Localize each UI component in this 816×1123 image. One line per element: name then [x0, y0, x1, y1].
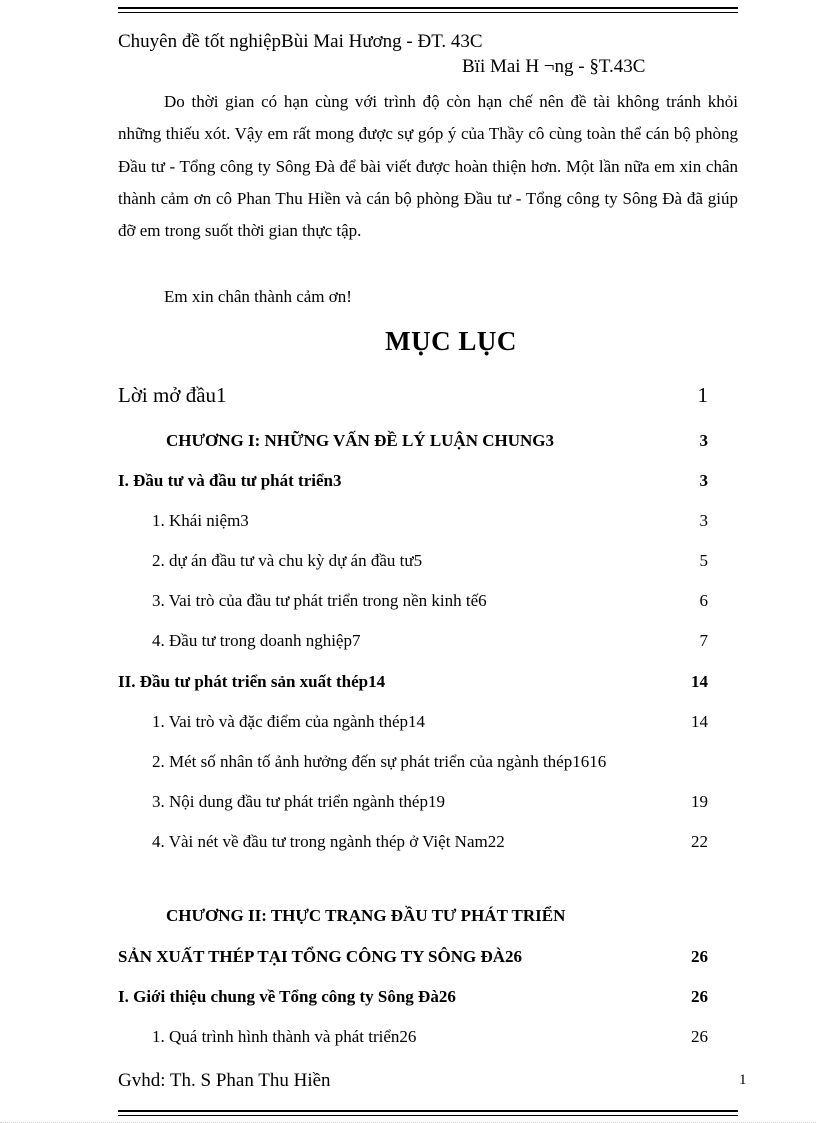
- intro-paragraph-text: Do thời gian có hạn cùng với trình độ còn hạn chế nên đề tài không tránh khỏi những thiếu xót. Vậy em rất mong được sự góp ý của Thầy cô cùng toàn thể cán bộ phòng Đầu tư - Tổng công ty Sông Đà để bài viết được hoàn thiện hơn. Một lần nữa em xin chân thành cảm ơn cô Phan Thu Hiền và cán bộ phòng Đầu tư - Tổng công ty Sông Đà đã giúp đỡ em trong suốt thời gian thực tập.: [118, 92, 738, 241]
- toc-entry-1-1[interactable]: [0, 511, 816, 535]
- toc-entry-text: 1. Vai trò và đặc điểm của ngành thép14: [152, 712, 426, 731]
- toc-entry-2-1[interactable]: [0, 712, 816, 736]
- bottom-rule-thin: [118, 1115, 738, 1116]
- toc-entry-page: 3: [699, 511, 708, 530]
- toc-entry-page: 22: [691, 832, 708, 851]
- toc-entry-page: 19: [691, 792, 708, 811]
- toc-entry-page: 3: [699, 431, 708, 450]
- top-rule: [118, 7, 738, 9]
- thanks-line: Em xin chân thành cảm ơn!: [164, 287, 352, 306]
- toc-entry-text: SẢN XUẤT THÉP TẠI TỔNG CÔNG TY SÔNG ĐÀ26: [118, 947, 522, 966]
- toc-entry-2-3[interactable]: [0, 792, 816, 816]
- toc-entry-chapter-2-line2[interactable]: [0, 947, 816, 971]
- toc-entry-text: 4. Đầu tư trong doanh nghiệp7: [152, 631, 361, 650]
- toc-entry-page: 26: [691, 987, 708, 1006]
- toc-entry-page: 3: [699, 471, 708, 490]
- toc-entry-page: 5: [699, 551, 708, 570]
- toc-entry-page: 26: [691, 947, 708, 966]
- toc-entry-text: 2. Mét số nhân tố ảnh hưởng đến sự phát triển của ngành thép1616: [152, 752, 607, 771]
- toc-entry-page: 7: [699, 631, 708, 650]
- toc-entry-text: CHƯƠNG I: NHỮNG VẤN ĐỀ LÝ LUẬN CHUNG3: [166, 431, 555, 450]
- toc-entry-intro[interactable]: [0, 383, 816, 407]
- intro-paragraph: [118, 86, 738, 247]
- bottom-rule: [118, 1110, 738, 1112]
- toc-entry-text: 3. Vai trò của đầu tư phát triển trong nền kinh tế6: [152, 591, 487, 610]
- toc-entry-text: 2. dự án đầu tư và chu kỳ dự án đầu tư5: [152, 551, 423, 570]
- footer-advisor: Gvhd: Th. S Phan Thu Hiền: [118, 1070, 331, 1091]
- toc-entry-text: 1. Khái niệm3: [152, 511, 249, 530]
- toc-entry-page: 6: [699, 591, 708, 610]
- toc-entry-page: 14: [691, 712, 708, 731]
- toc-entry-1-3[interactable]: [0, 591, 816, 615]
- toc-entry-section-2[interactable]: [0, 672, 816, 696]
- running-header-garbled: Bïi Mai H ¬ng - §T.43C: [462, 56, 646, 77]
- toc-entry-page: 14: [691, 672, 708, 691]
- toc-entry-1-2[interactable]: [0, 551, 816, 575]
- toc-entry-section-1[interactable]: [0, 471, 816, 495]
- top-rule-thin: [118, 12, 738, 13]
- toc-entry-2-4[interactable]: [0, 832, 816, 856]
- toc-entry-page: 1: [697, 383, 708, 407]
- toc-entry-page: 26: [691, 1027, 708, 1046]
- toc-entry-text: I. Đầu tư và đầu tư phát triển3: [118, 471, 342, 490]
- footer-page-number: 1: [739, 1072, 747, 1088]
- toc-entry-chapter-2-section-1[interactable]: [0, 987, 816, 1011]
- toc-entry-2-2[interactable]: [0, 752, 816, 776]
- toc-entry-text: II. Đầu tư phát triển sản xuất thép14: [118, 672, 386, 691]
- toc-entry-chapter-2-line1[interactable]: [0, 906, 816, 930]
- toc-entry-text: Lời mở đầu1: [118, 383, 227, 407]
- toc-entry-text: I. Giới thiệu chung về Tổng công ty Sông Đà26: [118, 987, 456, 1006]
- toc-entry-text: 4. Vài nét về đầu tư trong ngành thép ở Việt Nam22: [152, 832, 505, 851]
- running-header: Chuyên đề tốt nghiệpBùi Mai Hương - ĐT. 43C: [118, 31, 483, 52]
- toc-entry-1-4[interactable]: [0, 631, 816, 655]
- toc-entry-text: 1. Quá trình hình thành và phát triển26: [152, 1027, 417, 1046]
- toc-title: MỤC LỤC: [385, 326, 517, 356]
- toc-entry-chapter-1[interactable]: [0, 431, 816, 455]
- toc-entry-text: 3. Nội dung đầu tư phát triển ngành thép19: [152, 792, 445, 811]
- toc-entry-chapter-2-1-1[interactable]: [0, 1027, 816, 1051]
- toc-entry-text: CHƯƠNG II: THỰC TRẠNG ĐẦU TƯ PHÁT TRIỂN: [166, 906, 566, 925]
